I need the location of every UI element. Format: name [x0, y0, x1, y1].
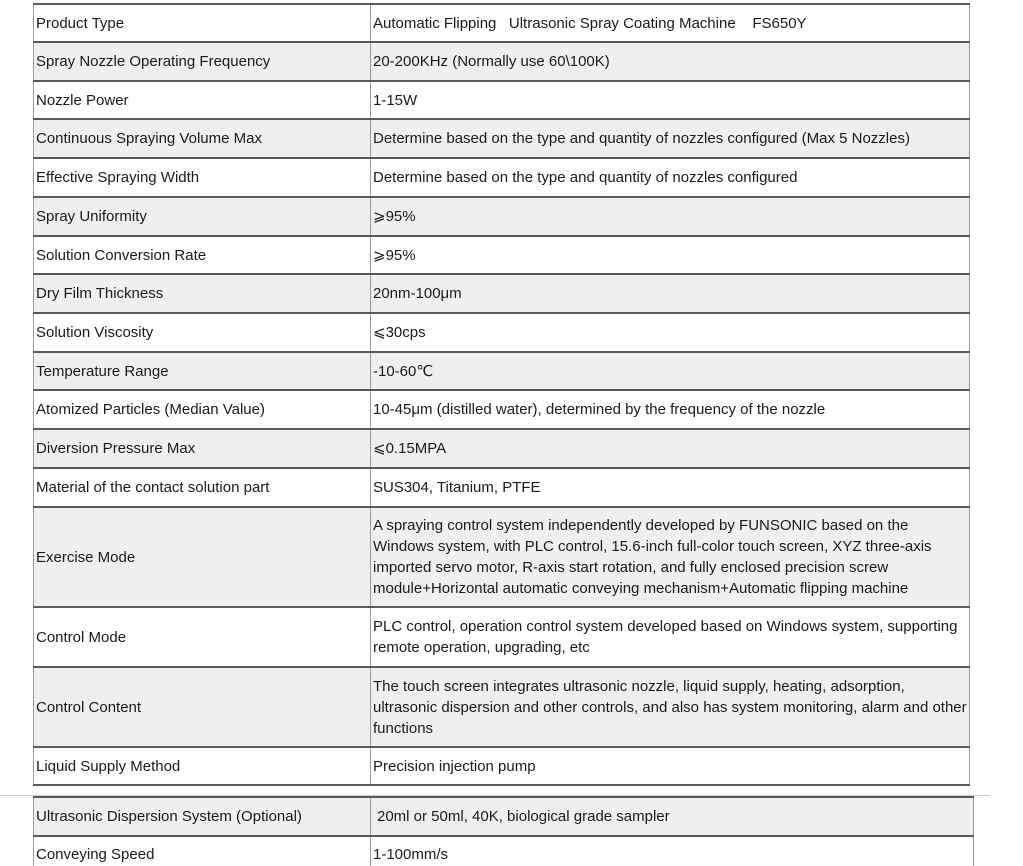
spec-row-spray-uniformity — [34, 197, 970, 236]
spec-label: Liquid Supply Method — [34, 747, 371, 785]
spec-table-main — [33, 3, 970, 786]
spec-value: -10-60℃ — [371, 352, 970, 390]
spec-label: Conveying Speed — [34, 836, 371, 866]
spec-row-contact-material — [34, 468, 970, 507]
spec-value: Determine based on the type and quantity of nozzles configured — [371, 158, 970, 197]
spec-value: 1-100mm/s — [371, 836, 974, 866]
spec-row-exercise-mode — [34, 507, 970, 607]
spec-value: 1-15W — [371, 81, 970, 119]
spec-value: ⩽0.15MPA — [371, 429, 970, 468]
spec-label: Nozzle Power — [34, 81, 371, 119]
spec-row-control-mode — [34, 607, 970, 667]
spec-label: Control Mode — [34, 607, 371, 667]
spec-row-film-thickness — [34, 274, 970, 313]
spec-row-atomized-particles — [34, 390, 970, 429]
spec-row-product-type — [34, 4, 970, 42]
spec-value: Determine based on the type and quantity of nozzles configured (Max 5 Nozzles) — [371, 119, 970, 158]
spec-label: Spray Uniformity — [34, 197, 371, 236]
spec-value: 20ml or 50ml, 40K, biological grade sampler — [371, 797, 974, 836]
spec-label: Spray Nozzle Operating Frequency — [34, 42, 371, 81]
spec-label: Material of the contact solution part — [34, 468, 371, 507]
spec-row-temperature-range — [34, 352, 970, 390]
spec-row-conveying-speed — [34, 836, 974, 866]
spec-row-nozzle-frequency — [34, 42, 970, 81]
spec-row-dispersion-system — [34, 797, 974, 836]
spec-row-conversion-rate — [34, 236, 970, 274]
spec-label: Diversion Pressure Max — [34, 429, 371, 468]
spec-label: Dry Film Thickness — [34, 274, 371, 313]
spec-value: The touch screen integrates ultrasonic nozzle, liquid supply, heating, adsorption, ultrasonic dispersion and other controls, and also has system monitoring, alarm and other functions — [371, 667, 970, 747]
spec-row-spraying-width — [34, 158, 970, 197]
spec-label: Effective Spraying Width — [34, 158, 371, 197]
spec-value: 20nm-100μm — [371, 274, 970, 313]
spec-label: Atomized Particles (Median Value) — [34, 390, 371, 429]
spec-label: Product Type — [34, 4, 371, 42]
spec-row-liquid-supply — [34, 747, 970, 785]
spec-value: Precision injection pump — [371, 747, 970, 785]
spec-value: ⩾95% — [371, 236, 970, 274]
spec-value: 20-200KHz (Normally use 60\100K) — [371, 42, 970, 81]
spec-label: Solution Viscosity — [34, 313, 371, 352]
spec-table-extra — [33, 796, 974, 866]
spec-label: Continuous Spraying Volume Max — [34, 119, 371, 158]
spec-row-control-content — [34, 667, 970, 747]
spec-row-viscosity — [34, 313, 970, 352]
spec-label: Control Content — [34, 667, 371, 747]
spec-value: 10-45μm (distilled water), determined by the frequency of the nozzle — [371, 390, 970, 429]
spec-value: ⩾95% — [371, 197, 970, 236]
spec-label: Temperature Range — [34, 352, 371, 390]
spec-value: SUS304, Titanium, PTFE — [371, 468, 970, 507]
spec-value: A spraying control system independently developed by FUNSONIC based on the Windows system, with PLC control, 15.6-inch full-color touch screen, XYZ three-axis imported servo motor, R-axis start rotation, and fully enclosed precision screw module+Horizontal automatic conveying mechanism+Automatic flipping machine — [371, 507, 970, 607]
spec-value: Automatic Flipping Ultrasonic Spray Coating Machine FS650Y — [371, 4, 970, 42]
spec-label: Exercise Mode — [34, 507, 371, 607]
spec-row-diversion-pressure — [34, 429, 970, 468]
spec-value: PLC control, operation control system developed based on Windows system, supporting remote operation, upgrading, etc — [371, 607, 970, 667]
spec-label: Ultrasonic Dispersion System (Optional) — [34, 797, 371, 836]
spec-row-spraying-volume — [34, 119, 970, 158]
spec-row-nozzle-power — [34, 81, 970, 119]
spec-value: ⩽30cps — [371, 313, 970, 352]
spec-label: Solution Conversion Rate — [34, 236, 371, 274]
